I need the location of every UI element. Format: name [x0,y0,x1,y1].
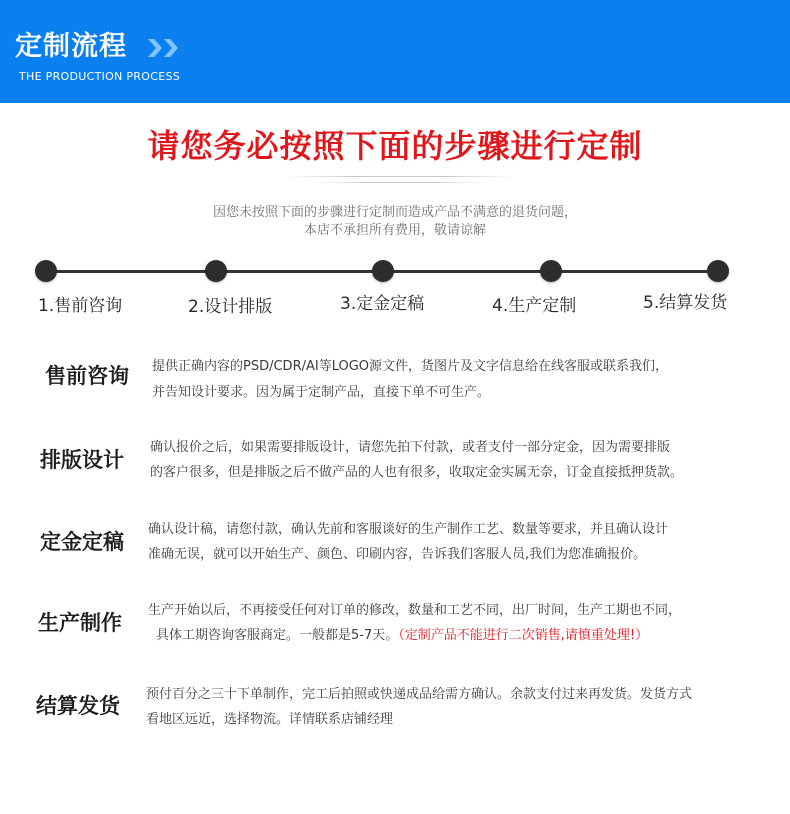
section-consult-line-2: 并告知设计要求。因为属于定制产品，直接下单不可生产。 [152,385,491,400]
banner-subtitle: THE PRODUCTION PROCESS [19,70,181,83]
chevron-right-icon [164,39,178,57]
headline-divider-secondary [315,182,485,183]
step-label-2: 2.设计排版 [188,297,273,317]
section-title-consult: 售前咨询 [45,364,129,388]
section-production-line-2-text: 具体工期咨询客服商定。一般都是5-7天。 [156,628,399,643]
banner-title: 定制流程 [15,31,127,62]
section-settlement-line-1: 预付百分之三十下单制作，完工后拍照或快递成品给需方确认。余款支付过来再发货。发货方式 [146,687,693,702]
warning-text: （定制产品不能进行二次销售,请慎重处理!） [398,628,649,643]
section-consult-line-1: 提供正确内容的PSD/CDR/AI等LOGO源文件，货图片及文字信息给在线客服或联系我们， [152,359,669,374]
section-title-deposit: 定金定稿 [40,530,124,554]
header-banner [0,0,790,103]
section-title-production: 生产制作 [38,611,122,635]
timeline-dot-1 [35,260,57,282]
section-design-line-1: 确认报价之后，如果需要排版设计，请您先拍下付款，或者支付一部分定金，因为需要排版 [150,440,671,455]
timeline-dot-4 [540,260,562,282]
notice-line-1: 因您未按照下面的步骤进行定制而造成产品不满意的退货问题， [212,205,577,220]
timeline-dot-2 [205,260,227,282]
section-deposit-line-1: 确认设计稿，请您付款，确认先前和客服谈好的生产制作工艺、数量等要求，并且确认设计 [148,522,669,537]
main-headline: 请您务必按照下面的步骤进行定制 [147,127,643,165]
section-production-line-1: 生产开始以后，不再接受任何对订单的修改，数量和工艺不同，出厂时间，生产工期也不同， [148,603,682,618]
section-title-design: 排版设计 [40,448,124,472]
section-production-line-2 [156,626,648,646]
step-label-1: 1.售前咨询 [38,296,123,316]
step-label-5: 5.结算发货 [643,293,728,313]
section-deposit-line-2: 准确无误，就可以开始生产、颜色、印刷内容，告诉我们客服人员,我们为您准确报价。 [148,547,647,562]
timeline-dot-3 [372,260,394,282]
step-label-4: 4.生产定制 [492,296,577,316]
section-design-line-2: 的客户很多，但是排版之后不做产品的人也有很多，收取定金实属无奈，订金直接抵押货款。 [150,465,684,480]
section-settlement-line-2: 看地区远近，选择物流。详情联系店铺经理 [146,712,394,727]
step-label-3: 3.定金定稿 [340,294,425,314]
headline-divider [285,176,515,177]
notice-line-2: 本店不承担所有费用，敬请谅解 [303,223,486,238]
double-chevron-right-icon [148,39,162,57]
section-title-settlement: 结算发货 [36,694,120,718]
timeline-dot-5 [707,260,729,282]
